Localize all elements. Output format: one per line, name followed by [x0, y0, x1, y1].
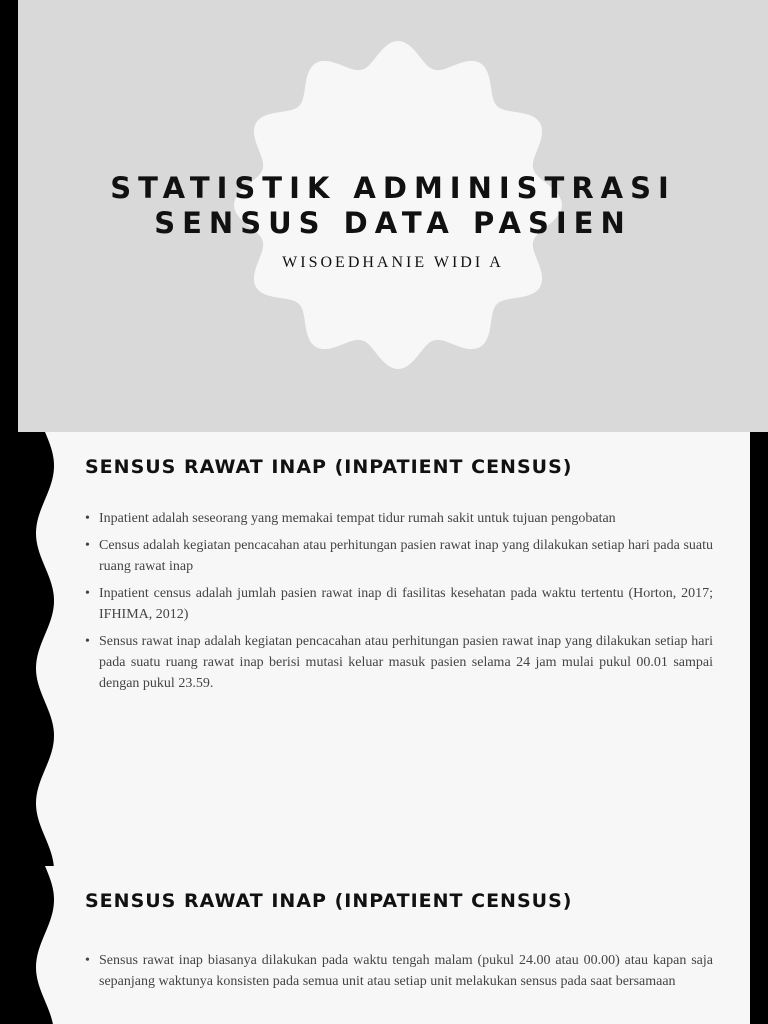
bullet-list	[85, 950, 713, 998]
bullet-text: Census adalah kegiatan pencacahan atau perhitungan pasien rawat inap yang dilakukan setiap hari pada suatu ruang rawat inap	[99, 538, 713, 574]
bullet-list	[85, 508, 713, 700]
content-slide-inpatient-census	[0, 432, 768, 866]
list-item	[85, 631, 713, 694]
bullet-text: Inpatient census adalah jumlah pasien rawat inap di fasilitas kesehatan pada waktu tertentu (Horton, 2017; IFHIMA, 2012)	[99, 586, 713, 622]
wavy-edge-decoration	[0, 866, 60, 1024]
author-name: WISOEDHANIE WIDI A	[282, 254, 504, 271]
wavy-edge-decoration	[0, 432, 60, 866]
presentation-title-line-1: STATISTIK ADMINISTRASI	[110, 171, 676, 205]
bullet-icon: •	[85, 511, 90, 526]
bullet-text: Sensus rawat inap adalah kegiatan pencacahan atau perhitungan pasien rawat inap yang dilakukan setiap hari pada suatu ruang rawat inap berisi mutasi keluar masuk pasien selama 24 jam mulai pukul 00.01 sampai dengan pukul 23.59.	[99, 634, 713, 691]
content-slide-inpatient-census-continued	[0, 866, 768, 1024]
list-item	[85, 535, 713, 577]
bullet-text: Sensus rawat inap biasanya dilakukan pada waktu tengah malam (pukul 24.00 atau 00.00) atau kapan saja sepanjang waktunya konsisten pada semua unit atau setiap unit melakukan sensus pada saat bersamaan	[99, 953, 713, 989]
list-item	[85, 508, 713, 529]
slide-heading: SENSUS RAWAT INAP (INPATIENT CENSUS)	[85, 890, 573, 912]
presentation-title-line-2: SENSUS DATA PASIEN	[154, 206, 632, 240]
list-item	[85, 583, 713, 625]
bullet-icon: •	[85, 634, 90, 649]
bullet-icon: •	[85, 586, 90, 601]
bullet-icon: •	[85, 953, 90, 968]
title-slide	[0, 0, 768, 432]
list-item	[85, 950, 713, 992]
bullet-icon: •	[85, 538, 90, 553]
bullet-text: Inpatient adalah seseorang yang memakai tempat tidur rumah sakit untuk tujuan pengobatan	[99, 511, 616, 526]
slide-heading: SENSUS RAWAT INAP (INPATIENT CENSUS)	[85, 456, 573, 478]
